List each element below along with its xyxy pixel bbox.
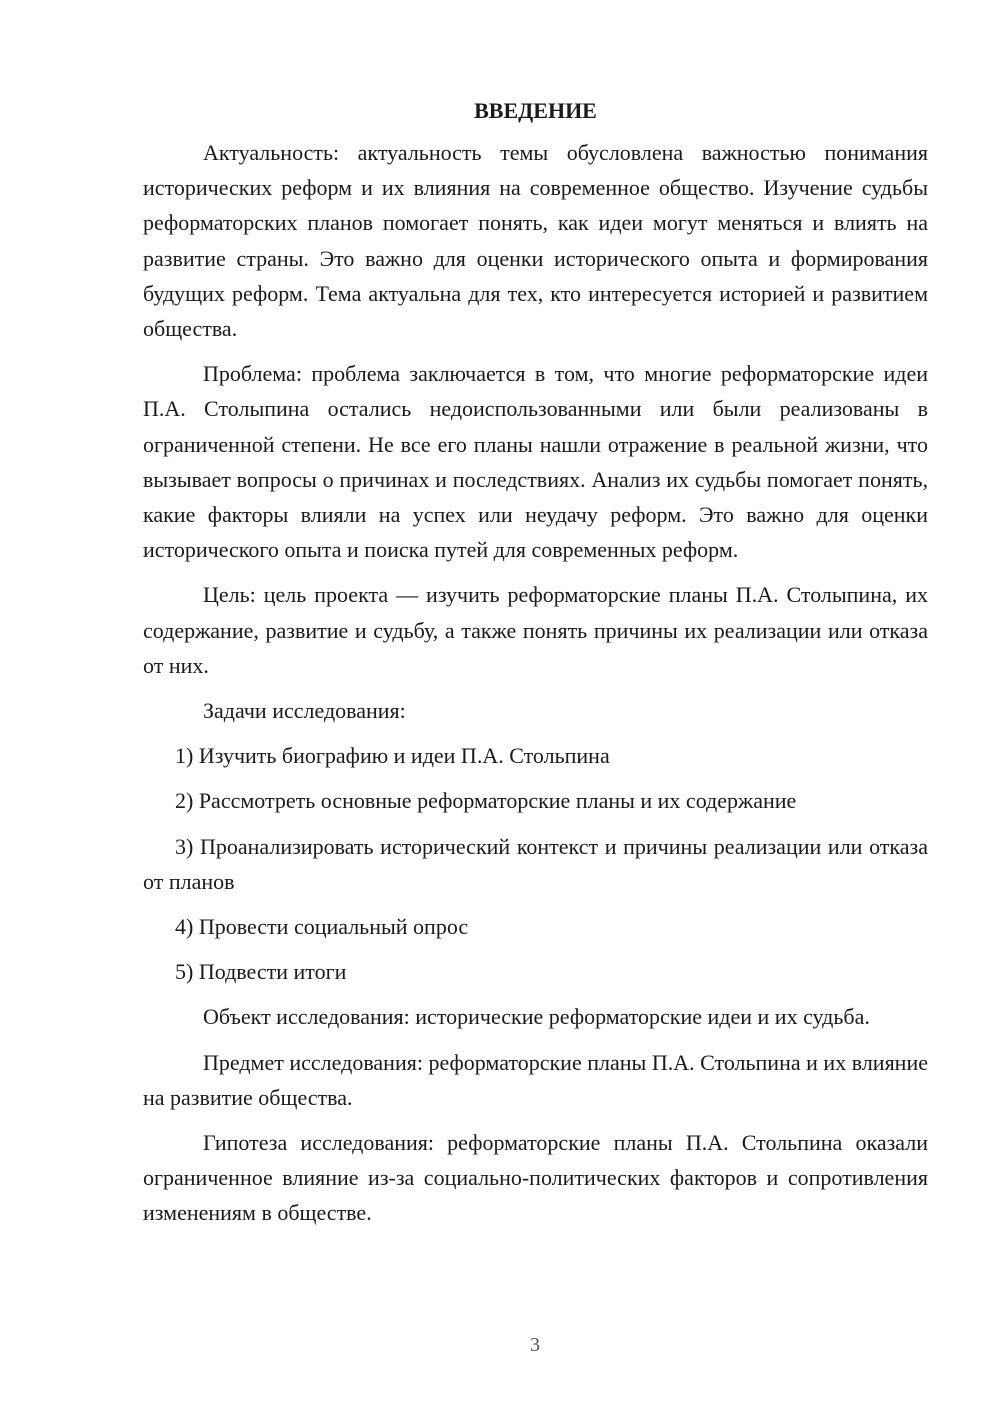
tasks-label: Задачи исследования: — [203, 698, 406, 724]
paragraph-problem: Проблема: проблема заключается в том, что многие реформаторские идеи П.А. Столыпина остались недоиспользованными или были реализованы в ограниченной степени. Не все его планы нашли отражение в реальной жизни, что вызывает вопросы о причинах и последствиях. Анализ их судьбы помогает понять, какие факторы влияли на успех или неудачу реформ. Это важно для оценки исторического опыта и поиска путей для современных реформ. — [143, 361, 928, 563]
document-page — [143, 96, 928, 1241]
document-title: ВВЕДЕНИЕ — [474, 98, 597, 123]
paragraph-relevance: Актуальность: актуальность темы обусловлена важностью понимания исторических реформ и их влияния на современное общество. Изучение судьбы реформаторских планов помогает понять, как идеи могут меняться и влиять на развитие страны. Это важно для оценки исторического опыта и формирования будущих реформ. Тема актуальна для тех, кто интересуется историей и развитием общества. — [143, 140, 928, 342]
task-item: 1) Изучить биографию и идеи П.А. Стольпина — [175, 743, 610, 769]
task-item: 5) Подвести итоги — [175, 959, 347, 985]
page-number: 3 — [530, 1334, 540, 1356]
task-item: 2) Рассмотреть основные реформаторские планы и их содержание — [175, 788, 797, 814]
paragraph-object: Объект исследования: исторические реформаторские идеи и их судьба. — [203, 1004, 870, 1030]
task-item: 4) Провести социальный опрос — [175, 914, 469, 940]
task-item: 3) Проанализировать исторический контекст и причины реализации или отказа от планов — [143, 833, 928, 894]
paragraph-goal: Цель: цель проекта — изучить реформаторские планы П.А. Столыпина, их содержание, развитие и судьбу, а также понять причины их реализации или отказа от них. — [143, 582, 928, 678]
paragraph-hypothesis: Гипотеза исследования: реформаторские планы П.А. Стольпина оказали ограниченное влияние из-за социально-политических факторов и сопротивления изменениям в обществе. — [143, 1130, 928, 1226]
paragraph-subject: Предмет исследования: реформаторские планы П.А. Стольпина и их влияние на развитие общества. — [143, 1049, 928, 1110]
